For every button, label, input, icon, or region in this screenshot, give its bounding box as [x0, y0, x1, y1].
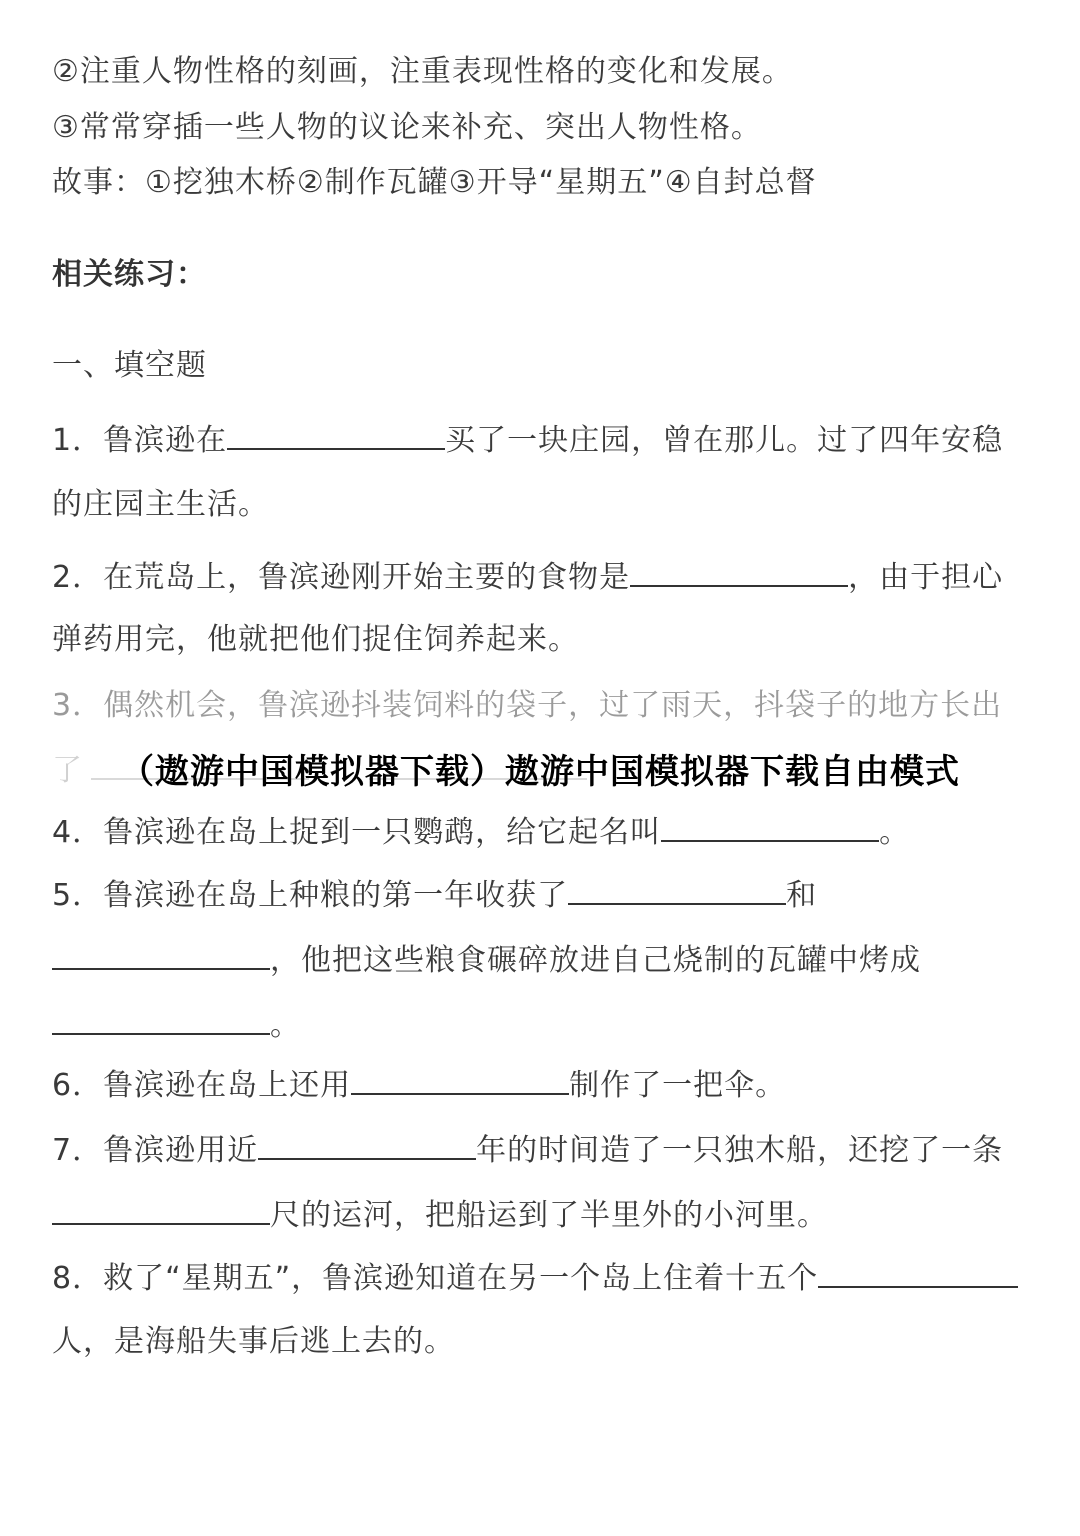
question-2-text-a: 2．在荒岛上，鲁滨逊刚开始主要的食物是 — [52, 560, 631, 595]
question-8-cont: 人，是海船失事后逃上去的。 — [52, 1324, 455, 1359]
intro-line-3: 故事：①挖独木桥②制作瓦罐③开导“星期五”④自封总督 — [52, 165, 817, 200]
watermark-banner: （遨游中国模拟器下载）遨游中国模拟器下载自由模式 — [0, 744, 1080, 800]
question-1-text-a: 1．鲁滨逊在 — [52, 423, 228, 458]
question-5-text-d: 。 — [270, 1008, 301, 1043]
answer-blank-1[interactable] — [227, 420, 445, 450]
answer-blank-8[interactable] — [818, 1258, 1018, 1288]
answer-blank-7b[interactable] — [52, 1195, 270, 1225]
question-5-cont-2 — [52, 1005, 301, 1046]
question-3: 3．偶然机会，鲁滨逊抖装饲料的袋子，过了雨天，抖袋子的地方长出 — [52, 688, 1003, 723]
question-4 — [52, 812, 910, 853]
question-6 — [52, 1065, 786, 1106]
question-4-text-b: 。 — [879, 815, 911, 850]
answer-blank-7a[interactable] — [258, 1130, 476, 1160]
question-5-text-b: 和 — [786, 878, 818, 913]
question-1-text-b: 买了一块庄园，曾在那儿。过了四年安稳 — [445, 423, 1004, 458]
question-2-text-b: ，由于担心 — [848, 560, 1004, 595]
question-8 — [52, 1258, 1018, 1299]
question-6-text-b: 制作了一把伞。 — [569, 1068, 787, 1103]
section-title: 相关练习： — [52, 257, 207, 292]
intro-line-2: ③常常穿插一些人物的议论来补充、突出人物性格。 — [52, 110, 762, 145]
question-7-text-a: 7．鲁滨逊用近 — [52, 1133, 259, 1168]
question-4-text-a: 4．鲁滨逊在岛上捉到一只鹦鹉，给它起名叫 — [52, 815, 662, 850]
question-5 — [52, 875, 817, 916]
question-6-text-a: 6．鲁滨逊在岛上还用 — [52, 1068, 352, 1103]
question-7-text-b: 年的时间造了一只独木船，还挖了一条 — [476, 1133, 1004, 1168]
question-7-text-c: 尺的运河，把船运到了半里外的小河里。 — [270, 1198, 828, 1233]
question-5-text-c: ，他把这些粮食碾碎放进自己烧制的瓦罐中烤成 — [270, 943, 921, 978]
question-5-text-a: 5．鲁滨逊在岛上种粮的第一年收获了 — [52, 878, 569, 913]
question-1-cont: 的庄园主生活。 — [52, 487, 269, 522]
question-7 — [52, 1130, 1003, 1171]
question-1 — [52, 420, 1003, 461]
question-7-cont — [52, 1195, 828, 1236]
intro-line-1: ②注重人物性格的刻画，注重表现性格的变化和发展。 — [52, 54, 793, 89]
answer-blank-5b[interactable] — [52, 940, 270, 970]
question-8-text-a: 8．救了“星期五”，鲁滨逊知道在另一个岛上住着十五个 — [52, 1261, 819, 1296]
answer-blank-5a[interactable] — [568, 875, 786, 905]
question-2 — [52, 557, 1003, 598]
answer-blank-2[interactable] — [630, 557, 848, 587]
answer-blank-5c[interactable] — [52, 1005, 270, 1035]
question-2-cont: 弹药用完，他就把他们捉住饲养起来。 — [52, 622, 579, 657]
section-subtitle: 一、填空题 — [52, 348, 207, 383]
answer-blank-4[interactable] — [661, 812, 879, 842]
question-5-cont — [52, 940, 921, 981]
answer-blank-6[interactable] — [351, 1065, 569, 1095]
